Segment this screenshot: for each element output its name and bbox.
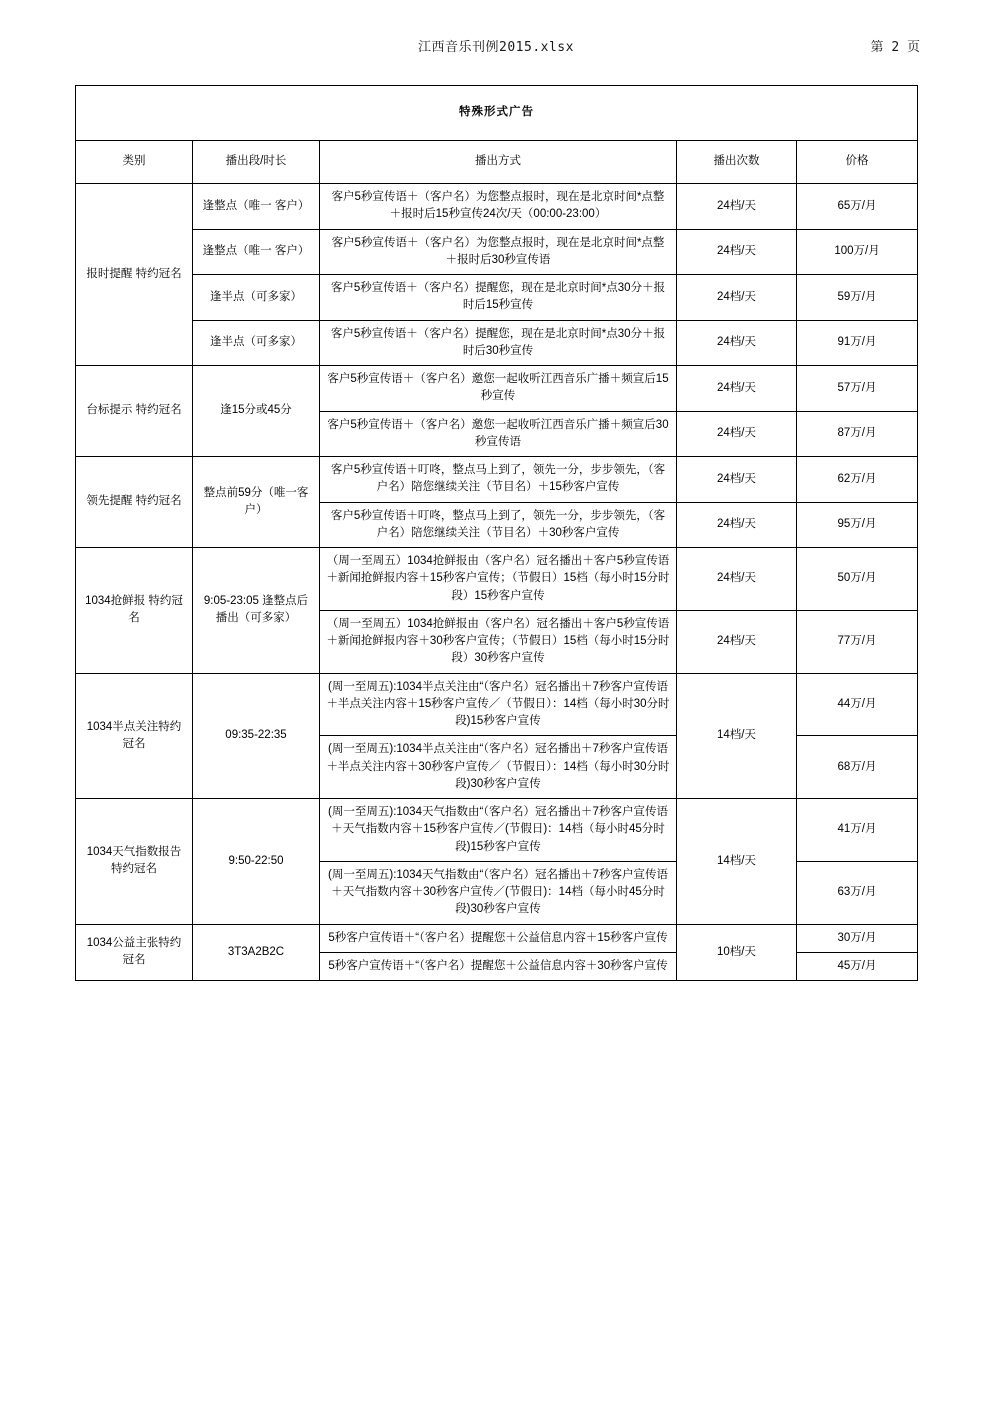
segment-cell: 逢15分或45分 <box>193 366 320 457</box>
price-cell: 91万/月 <box>797 320 918 366</box>
column-header: 播出方式 <box>320 141 677 184</box>
column-header: 播出次数 <box>677 141 797 184</box>
table-row <box>76 548 918 611</box>
table-row <box>76 799 918 862</box>
segment-cell: 09:35-22:35 <box>193 673 320 799</box>
broadcast-method-cell: 客户5秒宣传语＋叮咚，整点马上到了，领先一分，步步领先，（客户名）陪您继续关注（节目名）＋30秒客户宣传 <box>320 502 677 548</box>
broadcast-method-cell: （周一至周五）1034抢鲜报由（客户名）冠名播出＋客户5秒宣传语＋新闻抢鲜报内容＋15秒客户宣传；（节假日）15档（每小时15分时段）15秒客户宣传 <box>320 548 677 611</box>
page-number: 第 2 页 <box>870 40 920 55</box>
price-cell: 59万/月 <box>797 275 918 321</box>
rate-card-table-wrapper <box>75 85 917 981</box>
segment-cell: 逢半点（可多家） <box>193 320 320 366</box>
broadcast-method-cell: 客户5秒宣传语＋（客户名）为您整点报时，现在是北京时间*点整＋报时后15秒宣传24次/天（00:00-23:00） <box>320 184 677 230</box>
price-cell: 41万/月 <box>797 799 918 862</box>
table-row <box>76 673 918 736</box>
price-cell: 63万/月 <box>797 861 918 924</box>
broadcast-method-cell: 客户5秒宣传语＋（客户名）邀您一起收听江西音乐广播＋频宣后30秒宣传语 <box>320 411 677 457</box>
broadcast-method-cell: (周一至周五):1034天气指数由“（客户名）冠名播出＋7秒客户宣传语＋天气指数内容＋15秒客户宣传／(节假日)：14档（每小时45分时段)15秒客户宣传 <box>320 799 677 862</box>
column-header: 价格 <box>797 141 918 184</box>
table-row <box>76 924 918 952</box>
price-cell: 100万/月 <box>797 229 918 275</box>
broadcast-method-cell: 客户5秒宣传语＋（客户名）邀您一起收听江西音乐广播＋频宣后15秒宣传 <box>320 366 677 412</box>
category-cell: 台标提示 特约冠名 <box>76 366 193 457</box>
broadcast-method-cell: 客户5秒宣传语＋（客户名）为您整点报时，现在是北京时间*点整＋报时后30秒宣传语 <box>320 229 677 275</box>
category-cell: 1034公益主张特约冠名 <box>76 924 193 981</box>
segment-cell: 9:50-22:50 <box>193 799 320 925</box>
broadcast-method-cell: 5秒客户宣传语＋“（客户名）提醒您＋公益信息内容＋30秒客户宣传 <box>320 952 677 980</box>
broadcast-method-cell: 客户5秒宣传语＋叮咚，整点马上到了，领先一分，步步领先，（客户名）陪您继续关注（节目名）＋15秒客户宣传 <box>320 457 677 503</box>
price-cell: 44万/月 <box>797 673 918 736</box>
category-cell: 1034抢鲜报 特约冠名 <box>76 548 193 674</box>
category-cell: 报时提醒 特约冠名 <box>76 184 193 366</box>
frequency-cell: 24档/天 <box>677 411 797 457</box>
segment-cell: 逢整点（唯一 客户） <box>193 229 320 275</box>
segment-cell: 整点前59分（唯一客户） <box>193 457 320 548</box>
segment-cell: 9:05-23:05 逢整点后播出（可多家） <box>193 548 320 674</box>
frequency-cell: 24档/天 <box>677 610 797 673</box>
table-row <box>76 320 918 366</box>
table-row <box>76 457 918 503</box>
table-row <box>76 275 918 321</box>
frequency-cell: 24档/天 <box>677 229 797 275</box>
table-row <box>76 366 918 412</box>
page-header <box>0 36 992 56</box>
broadcast-method-cell: 客户5秒宣传语＋（客户名）提醒您，现在是北京时间*点30分＋报时后15秒宣传 <box>320 275 677 321</box>
segment-cell: 逢半点（可多家） <box>193 275 320 321</box>
rate-card-table <box>75 85 918 981</box>
category-cell: 1034天气指数报告特约冠名 <box>76 799 193 925</box>
table-title-row <box>76 86 918 141</box>
broadcast-method-cell: (周一至周五):1034天气指数由“（客户名）冠名播出＋7秒客户宣传语＋天气指数内容＋30秒客户宣传／(节假日)：14档（每小时45分时段)30秒客户宣传 <box>320 861 677 924</box>
frequency-cell: 24档/天 <box>677 502 797 548</box>
price-cell: 95万/月 <box>797 502 918 548</box>
frequency-cell: 24档/天 <box>677 320 797 366</box>
broadcast-method-cell: 客户5秒宣传语＋（客户名）提醒您，现在是北京时间*点30分＋报时后30秒宣传 <box>320 320 677 366</box>
price-cell: 62万/月 <box>797 457 918 503</box>
price-cell: 87万/月 <box>797 411 918 457</box>
category-cell: 领先提醒 特约冠名 <box>76 457 193 548</box>
frequency-cell: 14档/天 <box>677 799 797 925</box>
table-header-row <box>76 141 918 184</box>
column-header: 类别 <box>76 141 193 184</box>
broadcast-method-cell: (周一至周五):1034半点关注由“（客户名）冠名播出＋7秒客户宣传语＋半点关注内容＋15秒客户宣传／（节假日）：14档（每小时30分时段)15秒客户宣传 <box>320 673 677 736</box>
frequency-cell: 24档/天 <box>677 275 797 321</box>
file-title: 江西音乐刊例2015.xlsx <box>418 40 574 55</box>
price-cell: 65万/月 <box>797 184 918 230</box>
price-cell: 77万/月 <box>797 610 918 673</box>
frequency-cell: 24档/天 <box>677 184 797 230</box>
broadcast-method-cell: （周一至周五）1034抢鲜报由（客户名）冠名播出＋客户5秒宣传语＋新闻抢鲜报内容＋30秒客户宣传；（节假日）15档（每小时15分时段）30秒客户宣传 <box>320 610 677 673</box>
table-row <box>76 229 918 275</box>
broadcast-method-cell: 5秒客户宣传语＋“（客户名）提醒您＋公益信息内容＋15秒客户宣传 <box>320 924 677 952</box>
table-title: 特殊形式广告 <box>76 86 918 141</box>
segment-cell: 3T3A2B2C <box>193 924 320 981</box>
broadcast-method-cell: (周一至周五):1034半点关注由“（客户名）冠名播出＋7秒客户宣传语＋半点关注内容＋30秒客户宣传／（节假日）：14档（每小时30分时段)30秒客户宣传 <box>320 736 677 799</box>
frequency-cell: 24档/天 <box>677 457 797 503</box>
frequency-cell: 10档/天 <box>677 924 797 981</box>
price-cell: 45万/月 <box>797 952 918 980</box>
price-cell: 50万/月 <box>797 548 918 611</box>
frequency-cell: 24档/天 <box>677 366 797 412</box>
table-row <box>76 184 918 230</box>
price-cell: 30万/月 <box>797 924 918 952</box>
price-cell: 57万/月 <box>797 366 918 412</box>
column-header: 播出段/时长 <box>193 141 320 184</box>
category-cell: 1034半点关注特约冠名 <box>76 673 193 799</box>
price-cell: 68万/月 <box>797 736 918 799</box>
frequency-cell: 24档/天 <box>677 548 797 611</box>
segment-cell: 逢整点（唯一 客户） <box>193 184 320 230</box>
frequency-cell: 14档/天 <box>677 673 797 799</box>
